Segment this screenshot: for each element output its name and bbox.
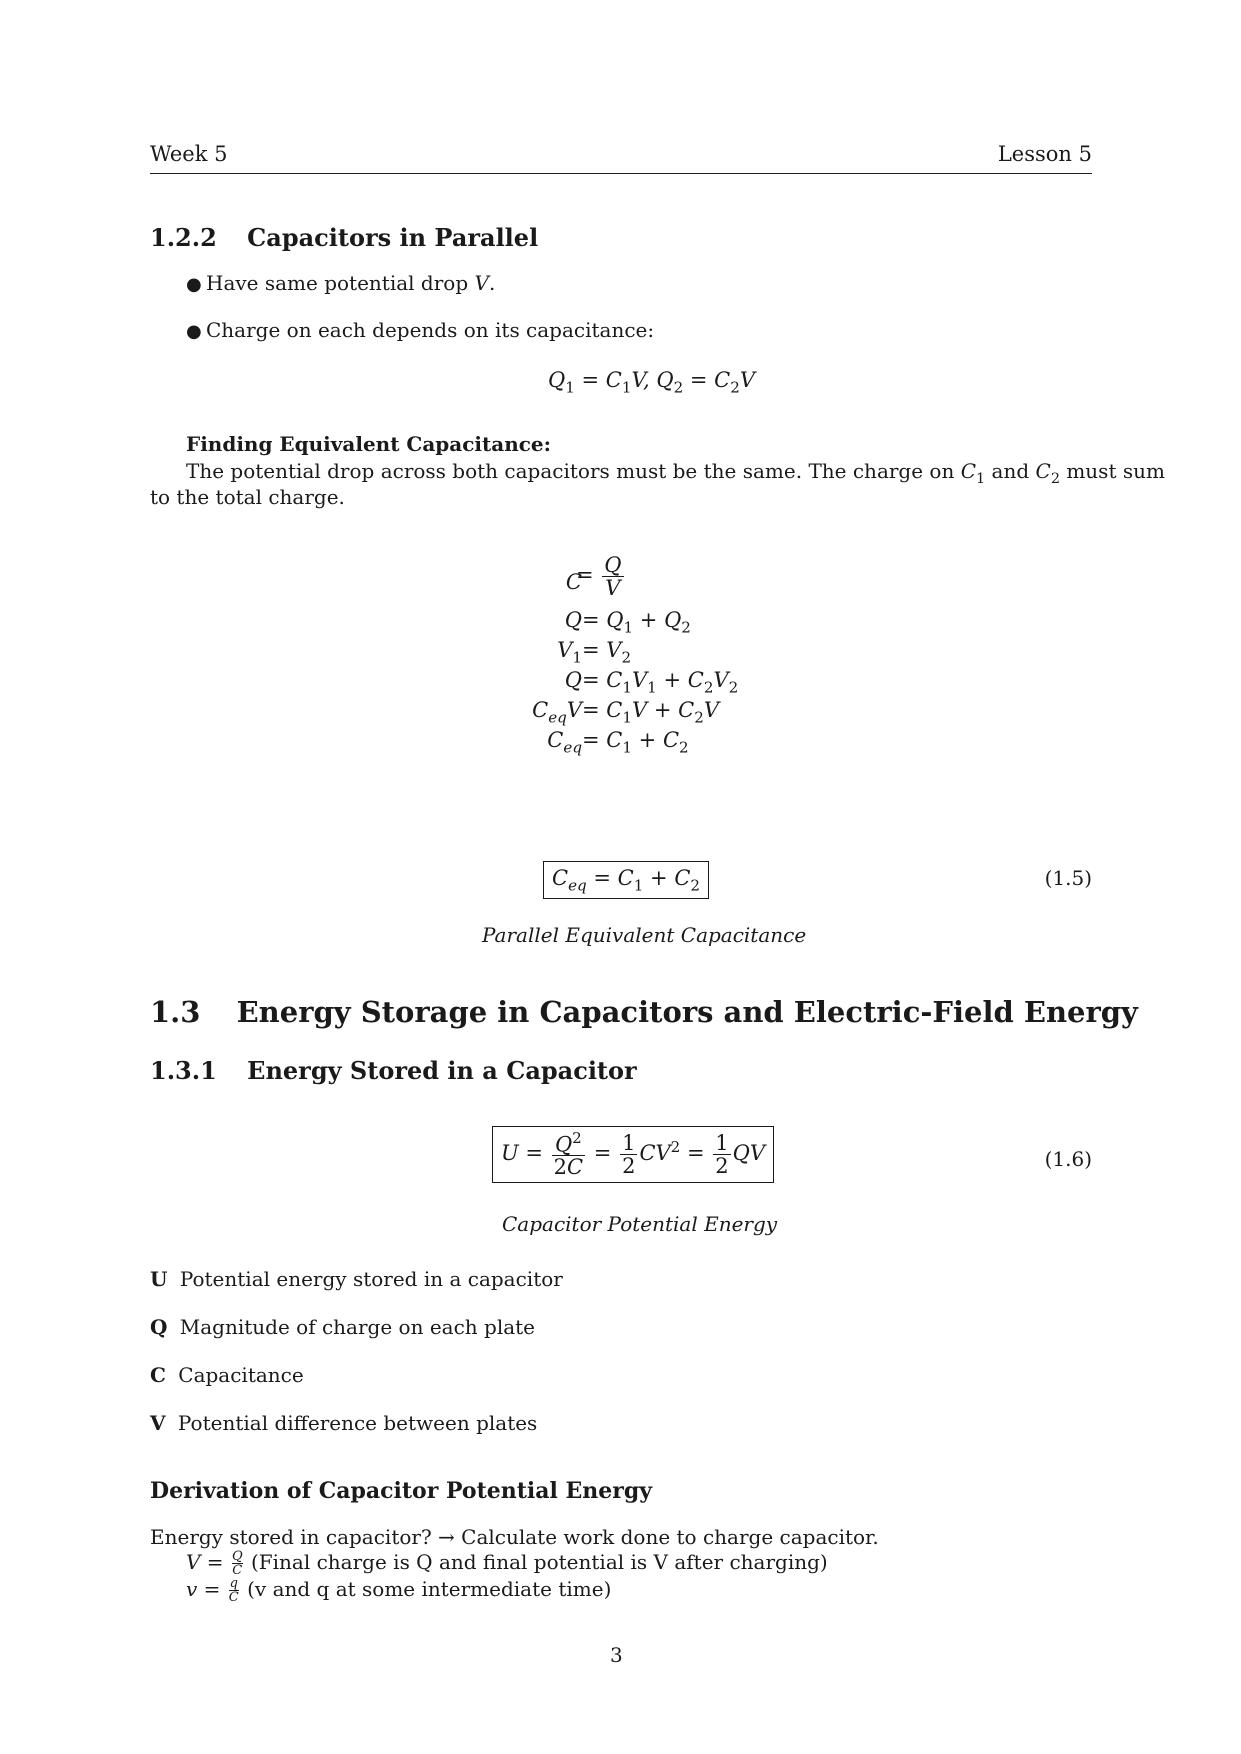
derivation-row: Q = $Q_1 + Q_2$ <box>564 608 691 637</box>
finding-paragraph-line1: The potential drop across both capacitors must be the same. The charge on $C_1$ and $C_2$ must sum <box>186 459 1165 488</box>
derivation-line: V = $\frac{Q}{C}$ (Final charge is Q and final potential is V after charging) <box>186 1549 828 1578</box>
section-title: Energy Storage in Capacitors and Electric-Field Energy <box>236 995 1138 1029</box>
derivation-row: $C_{eq}V$ = $C_1V + C_2V$ <box>532 698 719 727</box>
finding-paragraph-line2: to the total charge. <box>150 485 345 509</box>
equation-caption: Capacitor Potential Energy <box>502 1212 778 1236</box>
derivation-row: C = $\frac{Q}{V}$ <box>565 553 622 601</box>
bullet-dot-icon: ● <box>186 321 202 342</box>
definition-item: V Potential difference between plates <box>150 1411 538 1435</box>
equation-number: (1.6) <box>1044 1147 1092 1171</box>
derivation-line: v = $\frac{q}{C}$ (v and q at some intermediate time) <box>186 1576 612 1605</box>
header-rule <box>150 173 1092 174</box>
finding-heading: Finding Equivalent Capacitance: <box>186 432 552 456</box>
equation-number: (1.5) <box>1044 866 1092 890</box>
header-week: Week 5 <box>150 142 228 166</box>
bullet-item <box>186 271 202 295</box>
subsection-heading-1-2-2 <box>150 223 538 252</box>
derivation-row: $C_{eq}$ = $C_1 + C_2$ <box>547 728 689 757</box>
bullet-text-2: Charge on each depends on its capacitance: <box>206 318 655 342</box>
section-heading-1-3 <box>150 995 1138 1029</box>
section-number: 1.3 <box>150 995 201 1029</box>
boxed-equation-parallel: $C_{eq} = C_1 + C_2$ <box>543 861 709 899</box>
boxed-equation-energy: U = $\frac{Q^2}{2C}$ = $\frac{1}{2}$ $CV^2$ = $\frac{1}{2}$ QV <box>492 1126 774 1183</box>
derivation-row: $V_1$ = $V_2$ <box>557 638 632 667</box>
page-number: 3 <box>610 1643 623 1667</box>
bullet-dot-icon: ● <box>186 274 202 295</box>
subsection-number: 1.3.1 <box>150 1056 217 1085</box>
bullet-item <box>186 318 202 342</box>
derivation-heading: Derivation of Capacitor Potential Energy <box>150 1478 653 1504</box>
derivation-row: Q = $C_1V_1 + C_2V_2$ <box>564 668 739 697</box>
definition-item: U Potential energy stored in a capacitor <box>150 1267 563 1291</box>
charge-equation: $Q_1 = C_1V$, $Q_2 = C_2V$ <box>548 368 756 397</box>
subsection-heading-1-3-1 <box>150 1056 637 1085</box>
subsection-title: Capacitors in Parallel <box>247 223 539 252</box>
equation-caption: Parallel Equivalent Capacitance <box>482 923 807 947</box>
bullet-text-1: Have same potential drop V. <box>206 271 496 295</box>
definition-item: Q Magnitude of charge on each plate <box>150 1315 536 1339</box>
subsection-number: 1.2.2 <box>150 223 217 252</box>
header-lesson: Lesson 5 <box>997 142 1092 166</box>
subsection-title: Energy Stored in a Capacitor <box>247 1056 637 1085</box>
derivation-line: Energy stored in capacitor? → Calculate work done to charge capacitor. <box>150 1525 879 1549</box>
definition-item: C Capacitance <box>150 1363 304 1387</box>
